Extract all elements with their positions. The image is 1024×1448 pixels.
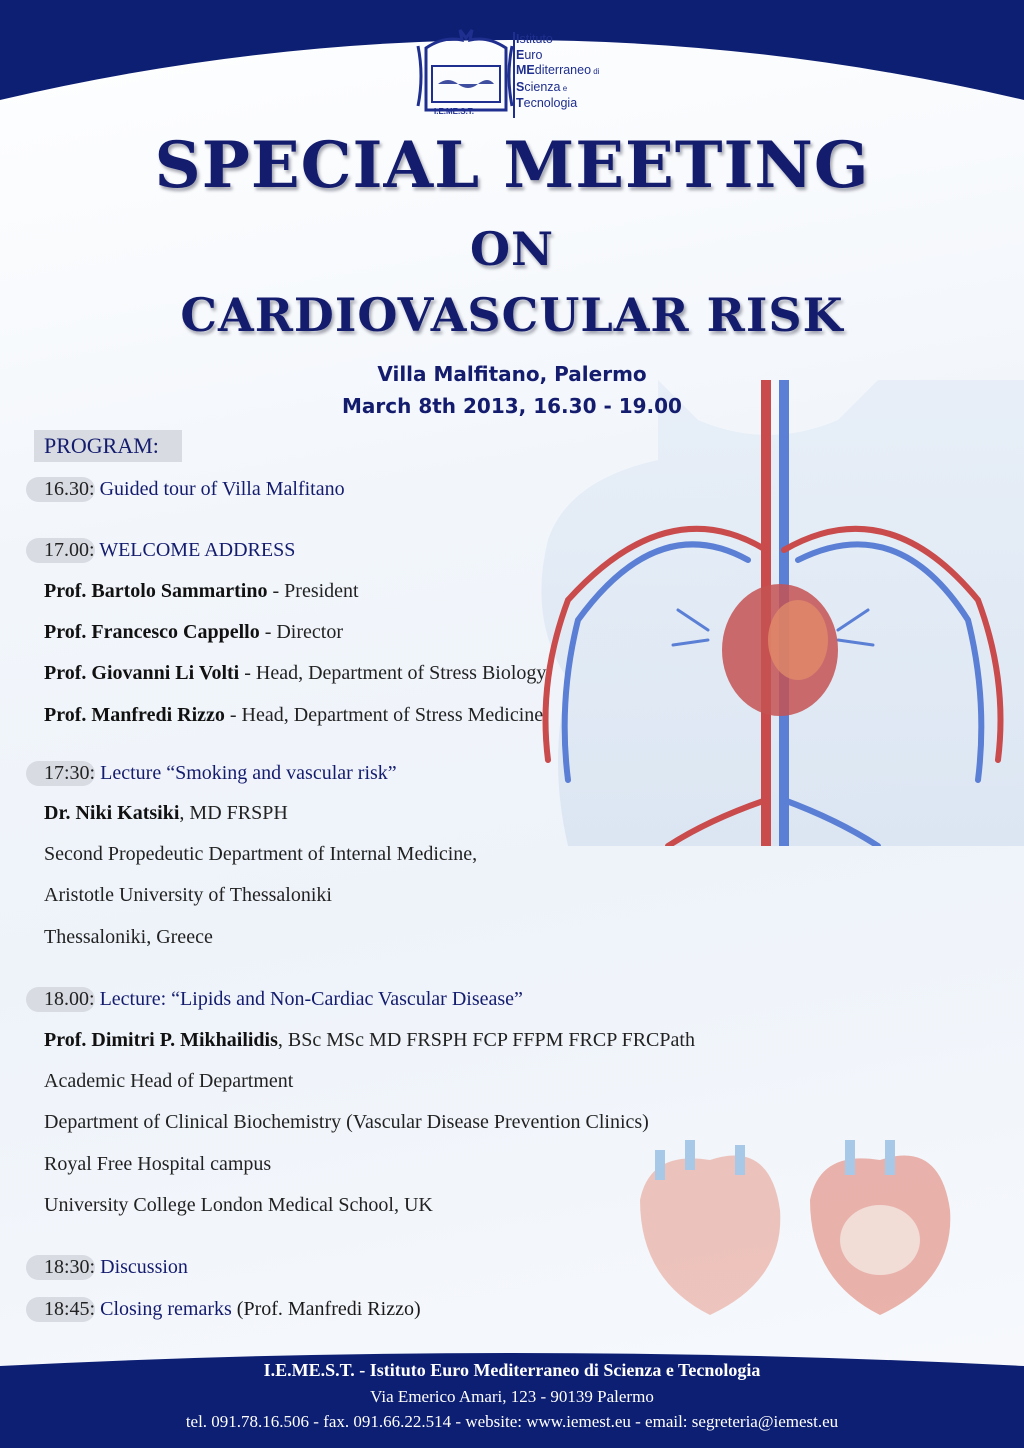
program-item-lecture-1 — [26, 761, 397, 786]
program-item-tour — [26, 477, 345, 502]
speaker-line: Dr. Niki Katsiki, MD FRSPH — [44, 802, 288, 824]
time-badge: 18.00: — [26, 987, 95, 1012]
time-badge: 17:30: — [26, 761, 95, 786]
time-badge: 18:30: — [26, 1255, 95, 1280]
affiliation-line: University College London Medical School, UK — [44, 1194, 433, 1216]
item-title: Guided tour of Villa Malfitano — [99, 478, 345, 500]
footer-contacts: tel. 091.78.16.506 - fax. 091.66.22.514 - website: www.iemest.eu - email: segreteria@iemest.eu — [185, 1412, 839, 1431]
item-title: WELCOME ADDRESS — [99, 539, 296, 561]
heart-illustration — [620, 1140, 960, 1320]
logo-wordmark: Istituto Euro MEditerraneo di Scienza e Tecnologia — [516, 32, 600, 110]
event-date: March 8th 2013, 16.30 - 19.00 — [342, 394, 682, 418]
title-line-3: CARDIOVASCULAR RISK — [180, 288, 844, 342]
time-badge: 16.30: — [26, 477, 95, 502]
item-title: Closing remarks — [100, 1298, 232, 1320]
circulatory-system-illustration — [508, 380, 1024, 846]
affiliation-line: Academic Head of Department — [44, 1070, 294, 1092]
item-title: Discussion — [100, 1256, 188, 1278]
time-badge: 18:45: — [26, 1297, 95, 1322]
program-item-closing — [26, 1297, 421, 1322]
time-badge: 17.00: — [26, 538, 95, 563]
affiliation-line: Department of Clinical Biochemistry (Vascular Disease Prevention Clinics) — [44, 1111, 649, 1133]
program-item-welcome — [26, 538, 295, 563]
program-item-lecture-2 — [26, 987, 523, 1012]
program-item-discussion — [26, 1255, 188, 1280]
title-line-1: SPECIAL MEETING — [154, 128, 870, 203]
item-note: (Prof. Manfredi Rizzo) — [231, 1298, 421, 1320]
affiliation-line: Royal Free Hospital campus — [44, 1153, 272, 1175]
footer-address: Via Emerico Amari, 123 - 90139 Palermo — [370, 1387, 654, 1406]
item-title: Lecture “Smoking and vascular risk” — [100, 762, 397, 784]
affiliation-line: Aristotle University of Thessaloniki — [44, 884, 332, 906]
affiliation-line: Thessaloniki, Greece — [44, 926, 213, 948]
affiliation-line: Second Propedeutic Department of Internal Medicine, — [44, 843, 478, 865]
speaker-line: Prof. Bartolo Sammartino - President — [44, 580, 359, 602]
speaker-line: Prof. Manfredi Rizzo - Head, Department of Stress Medicine — [44, 704, 544, 726]
title-line-2: ON — [469, 222, 555, 276]
speaker-line: Prof. Francesco Cappello - Director — [44, 621, 343, 643]
speaker-line: Prof. Dimitri P. Mikhailidis, BSc MSc MD FRSPH FCP FFPM FRCP FRCPath — [44, 1029, 695, 1051]
footer-org: I.E.ME.S.T. - Istituto Euro Mediterraneo di Scienza e Tecnologia — [263, 1360, 761, 1380]
program-label: PROGRAM: — [34, 430, 182, 462]
item-title: Lecture: “Lipids and Non-Cardiac Vascular Disease” — [99, 988, 523, 1010]
speaker-line: Prof. Giovanni Li Volti - Head, Department of Stress Biology — [44, 662, 547, 684]
venue: Villa Malfitano, Palermo — [377, 362, 647, 386]
logo-abbreviation: I.E.ME.S.T. — [434, 107, 475, 116]
